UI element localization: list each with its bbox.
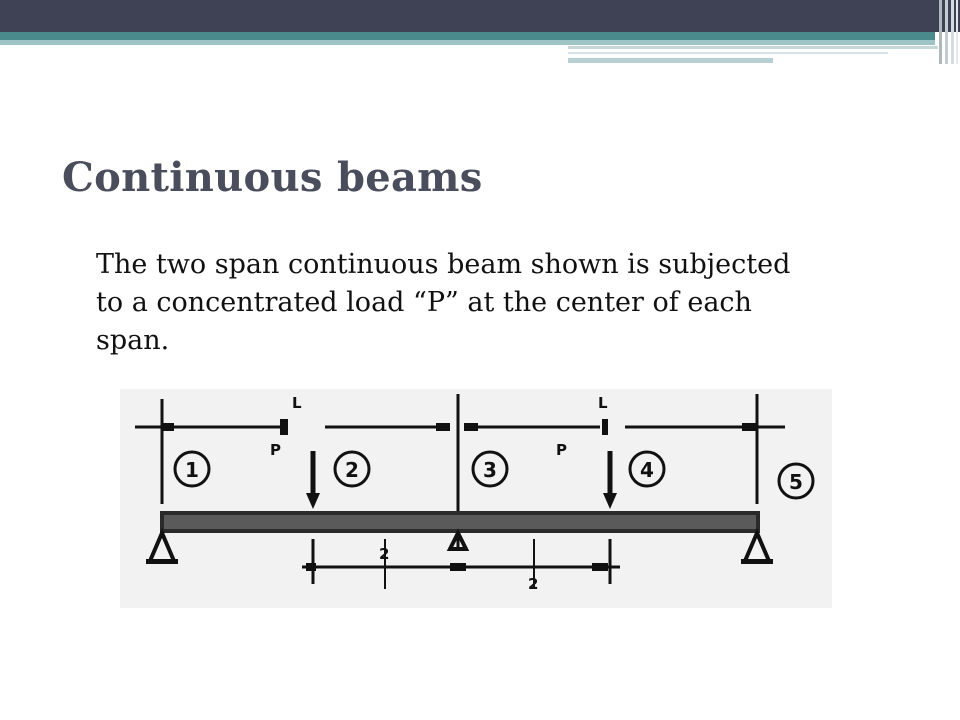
header-decorative-line (568, 58, 773, 63)
span-label: L (292, 394, 302, 412)
node-label: 1 (185, 458, 199, 482)
header-accent-stripe (0, 32, 935, 40)
slide-body-text: The two span continuous beam shown is subjected to a concentrated load “P” at the center of each span. (96, 249, 791, 356)
support-base (741, 559, 773, 564)
load-arrowhead (306, 493, 320, 509)
header-decorative-line (568, 52, 888, 54)
node-label: 2 (345, 458, 359, 482)
beam-diagram (120, 389, 832, 608)
dimension-marker (436, 423, 450, 431)
header-decorative-line (568, 46, 938, 49)
pin-support (745, 533, 769, 561)
load-label: P (270, 441, 281, 459)
dimension-marker (592, 563, 608, 571)
dimension-marker (162, 423, 174, 431)
support-base (146, 559, 178, 564)
load-label: P (556, 441, 567, 459)
pin-support (150, 533, 174, 561)
node-label: 4 (640, 458, 654, 482)
dimension-marker (464, 423, 478, 431)
dimension-label: 2 (528, 575, 539, 593)
beam-diagram-svg (120, 389, 832, 608)
dimension-marker (742, 423, 756, 431)
dimension-label: 2 (379, 545, 390, 563)
corner-decoration (935, 0, 960, 64)
load-arrowhead (603, 493, 617, 509)
dimension-marker (450, 563, 466, 571)
header-accent-stripe-light (0, 40, 935, 45)
dimension-marker (280, 419, 288, 435)
dimension-marker (306, 563, 316, 571)
slide-title: Continuous beams (62, 154, 483, 201)
dimension-marker (602, 419, 608, 435)
span-label: L (598, 394, 608, 412)
node-label: 3 (483, 458, 497, 482)
beam-inner (164, 515, 756, 529)
header-band (0, 0, 960, 32)
node-label: 5 (789, 470, 803, 494)
